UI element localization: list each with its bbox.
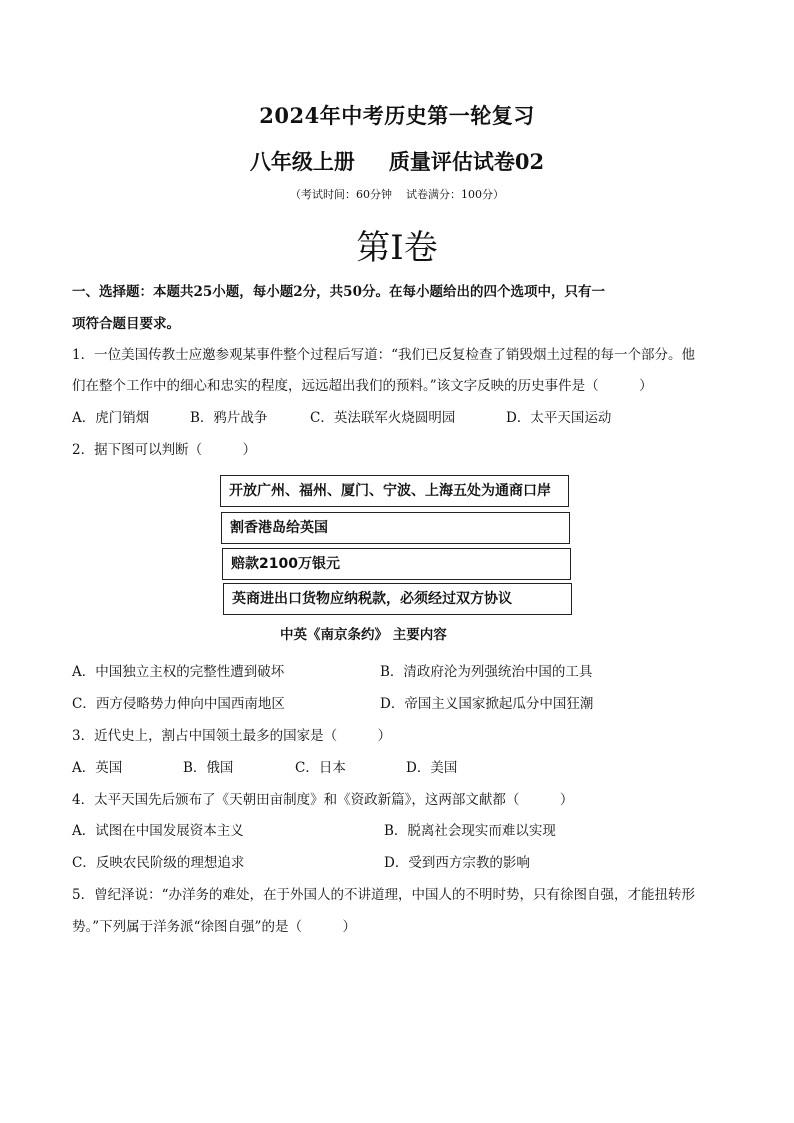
volume-heading: 第Ⅰ卷 xyxy=(356,228,438,268)
q1-stem-line1: 1．一位美国传教士应邀参观某事件整个过程后写道：“我们已反复检查了销毁烟土过程的每一个部分。他 xyxy=(72,347,695,363)
q2-stem: 2．据下图可以判断（ ） xyxy=(72,442,257,458)
q2-option-d: D．帝国主义国家掀起瓜分中国狂潮 xyxy=(380,696,594,712)
paper-label: 质量评估试卷02 xyxy=(388,149,545,174)
q2-option-a: A．中国独立主权的完整性遭到破坏 xyxy=(72,664,285,680)
q3-option-a: A．英国 xyxy=(72,760,123,776)
q4-option-a: A．试图在中国发展资本主义 xyxy=(72,823,244,839)
exam-score: 试卷满分：100分） xyxy=(406,188,504,201)
q3-option-b: B．俄国 xyxy=(183,760,234,776)
grade-label: 八年级上册 xyxy=(249,149,355,174)
q4-stem: 4．太平天国先后颁布了《天朝田亩制度》和《资政新篇》，这两部文献都（ ） xyxy=(72,792,574,808)
figure-caption: 中英《南京条约》 主要内容 xyxy=(280,627,447,643)
q1-option-b: B．鸦片战争 xyxy=(190,410,268,426)
q3-option-d: D．美国 xyxy=(406,760,458,776)
q1-option-a: A．虎门销烟 xyxy=(72,410,150,426)
figure-box-tariff: 英商进出口货物应纳税款，必须经过双方协议 xyxy=(223,583,572,615)
exam-time: （考试时间：60分钟 xyxy=(290,188,392,201)
q5-stem-line1: 5．曾纪泽说：“办洋务的难处，在于外国人的不讲道理，中国人的不明时势，只有徐图自强，才能扭转形 xyxy=(72,887,695,903)
q1-option-c: C．英法联军火烧圆明园 xyxy=(310,410,456,426)
figure-box-hongkong: 割香港岛给英国 xyxy=(221,512,570,544)
q4-option-b: B．脱离社会现实而难以实现 xyxy=(384,823,556,839)
exam-title: 2024年中考历史第一轮复习 xyxy=(259,103,535,128)
figure-box-indemnity: 赔款2100万银元 xyxy=(222,548,571,580)
q1-stem-line2: 们在整个工作中的细心和忠实的程度，远远超出我们的预料。”该文字反映的历史事件是（ ） xyxy=(72,378,653,394)
q4-option-d: D．受到西方宗教的影响 xyxy=(384,855,530,871)
q3-stem: 3．近代史上，割占中国领土最多的国家是（ ） xyxy=(72,728,392,744)
exam-info xyxy=(0,186,794,202)
q2-option-b: B．清政府沦为列强统治中国的工具 xyxy=(380,664,593,680)
q5-stem-line2: 势。”下列属于洋务派“徐图自强”的是（ ） xyxy=(72,919,356,935)
q4-option-c: C．反映农民阶级的理想追求 xyxy=(72,855,245,871)
figure-box-ports: 开放广州、福州、厦门、宁波、上海五处为通商口岸 xyxy=(220,475,569,507)
section-heading-line1: 一、选择题：本题共25小题，每小题2分，共50分。在每小题给出的四个选项中，只有一 xyxy=(72,284,605,300)
q1-option-d: D．太平天国运动 xyxy=(506,410,612,426)
exam-subtitle xyxy=(0,146,794,176)
q3-option-c: C．日本 xyxy=(295,760,346,776)
q2-option-c: C．西方侵略势力伸向中国西南地区 xyxy=(72,696,285,712)
section-heading-line2: 项符合题目要求。 xyxy=(72,316,180,332)
